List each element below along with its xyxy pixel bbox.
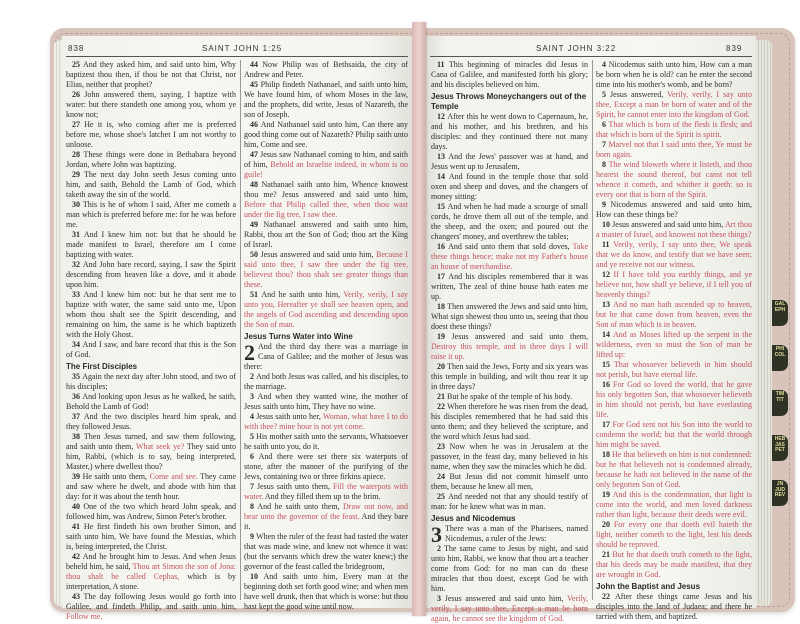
verse-text: And there were set there six waterpots of stone, after the manner of the purifying of the Jews, containing two or three firkins apiece. (244, 452, 408, 481)
verse-text: After these things came Jesus and his disciples into the land of Judaea; and there he tarried with them, and baptized. (596, 592, 753, 621)
verse-number: 16 (602, 380, 614, 389)
verse-text: When therefore he was risen from the dead, his disciples remembered that he had said this unto them; and they believed the scripture, and the word which Jesus had said. (431, 402, 589, 441)
verse (596, 140, 752, 160)
verse (244, 572, 408, 612)
verse-number: 11 (602, 240, 614, 249)
thumb-tab[interactable]: HEB JAS PET (772, 435, 788, 461)
verse-text: And John bare record, saying, I saw the Spirit descending from heaven like a dove, and it abode upon him. (66, 260, 237, 289)
verse-number: 19 (437, 332, 452, 341)
verse (244, 180, 408, 220)
verse-number: 2 (437, 544, 445, 553)
verse (66, 260, 236, 290)
verse-number: 15 (437, 202, 448, 211)
verse (596, 90, 752, 120)
verse-number: 10 (602, 220, 613, 229)
red-letter-text: That whosoever believeth in him should not perish, but have eternal life. (596, 360, 753, 379)
verse-number: 13 (602, 300, 614, 309)
red-letter-text: Take these things hence; make not my Father's house an house of merchandise. (431, 242, 589, 271)
verse-number: 11 (437, 60, 449, 69)
verse (596, 240, 752, 270)
verse-number: 43 (72, 592, 84, 601)
header-rule (430, 56, 752, 57)
verse-text: Jesus saith unto her, (256, 412, 323, 421)
verse-text: Jesus answered and said unto him, (260, 250, 377, 259)
verse-number: 8 (250, 502, 258, 511)
verse-number: 20 (602, 520, 614, 529)
verse-number: 44 (250, 60, 263, 69)
verse-number: 27 (72, 120, 85, 129)
verse-text: Nicodemus saith unto him, How can a man be born when he is old? can he enter the second time into his mother's womb, and be born? (596, 60, 753, 89)
verse-text: And when they wanted wine, the mother of Jesus saith unto him, They have no wine. (244, 392, 408, 411)
verse (596, 380, 752, 420)
red-letter-text: But he that doeth truth cometh to the light, that his deeds may be made manifest, that they are wrought in God. (596, 550, 752, 579)
verse-number: 7 (602, 140, 609, 149)
verse (66, 90, 236, 120)
verse (596, 270, 752, 300)
verse-number: 21 (437, 392, 447, 401)
verse (431, 242, 588, 272)
verse-text: And his disciples remembered that it was written, The zeal of thine house hath eaten me up. (431, 272, 589, 301)
verse (596, 360, 752, 380)
chapter-number: 2 (244, 340, 255, 365)
verse-text: And he saith unto him, (261, 290, 344, 299)
verse-number: 29 (72, 170, 84, 179)
verse (244, 80, 408, 120)
red-letter-text: Verily, verily, I say unto thee, Except a man be born of water and of the Spirit, he cannot enter into the kingdom of God. (596, 90, 752, 119)
verse-number: 22 (437, 402, 448, 411)
verse (596, 220, 752, 240)
verse-number: 47 (250, 150, 261, 159)
red-letter-text: Behold an Israelite indeed, in whom is no guile! (244, 160, 409, 179)
verse-text: Jesus saith unto them, (256, 482, 333, 491)
verse-number: 12 (437, 112, 448, 121)
page-number: 838 (68, 44, 85, 53)
verse (431, 332, 588, 362)
verse-text: And when he had made a scourge of small cords, he drove them all out of the temple, and the sheep, and the oxen; and poured out the changers' money, and overthrew the tables; (431, 202, 589, 241)
verse-number: 9 (250, 532, 257, 541)
verse (66, 392, 236, 412)
verse-text: Then Jesus turned, and saw them following, and saith unto them, (66, 432, 236, 451)
right-page (426, 36, 756, 623)
verse-text: And the third day there was a marriage in Cana of Galilee; and the mother of Jesus was there: (244, 342, 408, 371)
verse-number: 35 (72, 372, 83, 381)
verse-number: 5 (602, 90, 611, 99)
verse-number: 39 (72, 472, 83, 481)
verse (66, 552, 236, 592)
red-letter-text: For every one that doeth evil hateth the light, neither cometh to the light, lest his deeds should be reproved. (596, 520, 753, 549)
verse (244, 342, 408, 372)
red-letter-text: What seek ye? (135, 442, 185, 451)
verse-text: When the ruler of the feast had tasted the water that was made wine, and knew not whence it was: (but the servants which drew the water knew;) the governor of the feast called the bridegroom, (244, 532, 409, 571)
red-letter-text: And this is the condemnation, that light is come into the world, and men loved darkness rather than light, because their deeds were evil. (596, 490, 753, 519)
verse-text: And they asked him, and said unto him, Why baptizest thou then, if thou be not that Christ, nor Elias, neither that prophet? (66, 60, 236, 89)
page-edges-right (756, 40, 772, 606)
verse-number: 36 (72, 392, 83, 401)
verse-text: Now when he was in Jerusalem at the passover, in the feast day, many believed in his name, when they saw the miracles which he did. (431, 442, 588, 471)
verse-number: 31 (72, 230, 84, 239)
verse-number: 23 (437, 442, 450, 451)
verse-number: 28 (72, 150, 84, 159)
verse (596, 520, 752, 550)
red-letter-text: Marvel not that I said unto thee, Ye must be born again. (596, 140, 753, 159)
verse-text: The same came to Jesus by night, and said unto him, Rabbi, we know that thou art a teacher come from God: for no man can do these miracles that thou doest, except God be with him. (431, 544, 588, 593)
verse-number: 5 (250, 432, 257, 441)
verse (431, 272, 588, 302)
verse-number: 38 (72, 432, 84, 441)
verse-number: 10 (250, 572, 264, 581)
verse-number: 17 (437, 272, 449, 281)
verse-text: He first findeth his own brother Simon, and saith unto him, We have found the Messias, which is, being interpreted, the Christ. (66, 522, 236, 551)
verse (431, 202, 588, 242)
thumb-tab[interactable]: GAL EPH (772, 300, 788, 326)
verse-number: 19 (602, 490, 613, 499)
verse-number: 45 (250, 80, 261, 89)
text-column (244, 60, 408, 612)
red-letter-text: That which is born of the flesh is flesh; and that which is born of the Spirit is spirit. (596, 120, 753, 139)
verse (244, 412, 408, 432)
red-letter-text: And no man hath ascended up to heaven, but he that came down from heaven, even the Son of man which is in heaven. (596, 300, 753, 329)
verse-number: 17 (602, 420, 613, 429)
verse-text: And looking upon Jesus as he walked, he saith, Behold the Lamb of God! (66, 392, 237, 411)
verse (431, 172, 588, 202)
verse-text: And found in the temple those that sold oxen and sheep and doves, and the changers of money sitting: (431, 172, 588, 201)
verse (66, 372, 236, 392)
verse (431, 544, 588, 594)
verse (244, 532, 408, 572)
verse-number: 26 (72, 90, 85, 99)
verse-text: Jesus saw Nathanael coming to him, and saith of him, (244, 150, 408, 169)
section-heading: The First Disciples (66, 362, 138, 371)
verse-number: 42 (72, 552, 83, 561)
verse-text: And said unto them that sold doves, (448, 242, 573, 251)
thumb-tab[interactable]: TIM TIT (772, 390, 788, 416)
verse-text: And the two disciples heard him speak, and they followed Jesus. (66, 412, 236, 431)
red-letter-text: Art thou a master of Israel, and knowest not these things? (596, 220, 753, 239)
verse (431, 442, 588, 472)
verse (596, 300, 752, 330)
verse-number: 22 (602, 592, 615, 601)
verse-number: 8 (602, 160, 609, 169)
verse (66, 290, 236, 340)
verse (431, 522, 588, 547)
verse (66, 120, 236, 150)
text-column (596, 60, 752, 622)
verse (431, 302, 588, 332)
verse-number: 46 (250, 120, 261, 129)
text-column (66, 60, 236, 622)
verse-number: 4 (250, 412, 257, 421)
verse-text: But Jesus did not commit himself unto them, because he knew all men, (431, 472, 589, 491)
verse-text: Then answered the Jews and said unto him, What sign shewest thou unto us, seeing that thou doest these things? (431, 302, 589, 331)
verse (66, 60, 236, 90)
verse-text: The next day John seeth Jesus coming unto him, and saith, Behold the Lamb of God, which taketh away the sin of the world. (66, 170, 237, 199)
red-letter-text: Fill the waterpots with water. (244, 482, 409, 501)
verse-number: 25 (437, 492, 449, 501)
verse (596, 450, 752, 490)
red-letter-text: Verily, verily, I say unto thee, We speak that we do know, and testify that we have seen; and ye receive not our witness. (596, 240, 753, 269)
verse-text: One of the two which heard John speak, and followed him, was Andrew, Simon Peter's brother. (66, 502, 236, 521)
red-letter-text: Verily, verily, I say unto you, Hereafter ye shall see heaven open, and the angels of God ascending and descending upon the Son of man. (244, 290, 409, 329)
verse (431, 112, 588, 152)
verse-number: 6 (602, 120, 609, 129)
verse-text: Nathanael saith unto him, Whence knowest thou me? Jesus answered and said unto him, (244, 180, 408, 199)
verse-number: 14 (602, 330, 613, 339)
verse-number: 16 (437, 242, 449, 251)
verse-text: And he saith unto them, (257, 502, 344, 511)
verse (431, 492, 588, 512)
verse-text: Nathanael answered and saith unto him, Rabbi, thou art the Son of God; thou art the King of Israel. (244, 220, 408, 249)
left-page (62, 36, 412, 621)
verse-text: Jesus answered and said unto him, (612, 220, 725, 229)
verse-text: They said unto him, Rabbi, (which is to say, being interpreted, Master,) where dwellest thou? (66, 442, 237, 471)
chapter-number: 3 (431, 522, 442, 547)
verse (66, 230, 236, 260)
section-heading: Jesus and Nicodemus (431, 514, 516, 523)
verse-text: He it is, who coming after me is preferred before me, whose shoe's latchet I am not worthy to unloose. (66, 120, 237, 149)
verse-number: 37 (72, 412, 84, 421)
verse (244, 452, 408, 482)
section-heading: Jesus Turns Water into Wine (244, 332, 353, 341)
ribbon-bookmark[interactable] (412, 22, 426, 616)
verse-number: 20 (437, 362, 448, 371)
verse-number: 51 (250, 290, 262, 299)
verse-number: 50 (250, 250, 261, 259)
verse (244, 120, 408, 150)
verse-text: He saith unto them, (82, 472, 150, 481)
verse-text: Philip findeth Nathanael, and saith unto him, We have found him, of whom Moses in the law, and the prophets, did write, Jesus of Nazareth, the son of Joseph. (244, 80, 409, 119)
verse (596, 420, 752, 450)
running-head: SAINT JOHN 1:25 (202, 44, 283, 53)
thumb-tab[interactable]: JN JUD REV (772, 480, 788, 506)
red-letter-text: For God so loved the world, that he gave his only begotten Son, that whosoever believeth in him should not perish, but have everlasting life. (596, 380, 752, 419)
red-letter-text: Come and see. (149, 472, 198, 481)
red-letter-text: The wind bloweth where it listeth, and thou hearest the sound thereof, but canst not tell whence it cometh, and whither it goeth: so is every one that is born of the Spirit. (596, 160, 752, 199)
verse-text: They came and saw where he dwelt, and abode with him that day: for it was about the tenth hour. (66, 472, 237, 501)
verse-text: Nicodemus answered and said unto him, How can these things be? (596, 200, 752, 219)
verse (244, 250, 408, 290)
verse (244, 372, 408, 392)
verse (244, 482, 408, 502)
verse-text: Jesus answered, (610, 90, 668, 99)
verse-text: The day following Jesus would go forth into Galilee, and findeth Philip, and saith unto him, (66, 592, 237, 611)
verse (244, 432, 408, 452)
verse-number: 32 (72, 260, 83, 269)
verse (431, 362, 588, 392)
verse-number: 25 (72, 60, 84, 69)
column-divider (240, 60, 241, 600)
verse (66, 502, 236, 522)
verse-number: 15 (602, 360, 614, 369)
verse (596, 120, 752, 140)
red-letter-text: And as Moses lifted up the serpent in the wilderness, even so must the Son of man be lifted up: (596, 330, 753, 359)
verse-number: 48 (250, 180, 262, 189)
verse (596, 200, 752, 220)
verse-number: 18 (602, 450, 613, 459)
verse-text: These things were done in Bethabara beyond Jordan, where John was baptizing. (66, 150, 237, 169)
verse-text: Jesus answered and said unto them, (451, 332, 588, 341)
verse-number: 9 (602, 200, 611, 209)
verse (66, 472, 236, 502)
verse (244, 392, 408, 412)
verse-number: 4 (602, 60, 609, 69)
verse-text: Jesus answered and said unto him, (444, 594, 567, 603)
verse-text: And I knew him not: but he that sent me to baptize with water, the same said unto me, Upon whom thou shalt see the Spirit descending, and remaining on him, the same is he which baptizeth with the Holy Ghost. (66, 290, 237, 339)
verse (66, 412, 236, 432)
verse (66, 150, 236, 170)
column-divider (592, 60, 593, 600)
verse-text: This beginning of miracles did Jesus in Cana of Galilee, and manifested forth his glory; and his disciples believed on him. (431, 60, 588, 89)
red-letter-text: For God sent not his Son into the world to condemn the world; but that the world through him might be saved. (596, 420, 753, 449)
section-heading: Jesus Throws Moneychangers out of the Temple (431, 92, 587, 111)
verse-text: And the Jews' passover was at hand, and Jesus went up to Jerusalem, (431, 152, 589, 171)
red-letter-text: Thou art Simon the son of Jona: thou shalt be called Cephas, (66, 562, 237, 581)
page-number: 839 (726, 44, 743, 53)
verse (596, 160, 752, 200)
red-letter-text: Because I said unto thee, I saw thee under the fig tree, believest thou? thou shalt see greater things than these. (244, 250, 408, 289)
verse-number: 18 (437, 302, 448, 311)
verse (431, 392, 588, 402)
thumb-tab[interactable]: PHI COL (772, 345, 788, 371)
verse-number: 30 (72, 200, 83, 209)
verse (596, 330, 752, 360)
verse (431, 472, 588, 492)
verse-text: There was a man of the Pharisees, named Nicodemus, a ruler of the Jews: (445, 524, 588, 543)
verse-text: And both Jesus was called, and his disciples, to the marriage. (244, 372, 409, 391)
verse (244, 502, 408, 532)
verse-number: 34 (72, 340, 83, 349)
verse (66, 340, 236, 360)
verse-number: 6 (250, 452, 259, 461)
verse (244, 60, 408, 80)
verse (66, 592, 236, 622)
verse-text: His mother saith unto the servants, Whatsoever he saith unto you, do it. (244, 432, 409, 451)
verse-number: 13 (437, 152, 449, 161)
red-letter-text: Destroy this temple, and in three days I will raise it up. (431, 342, 588, 361)
verse-text: And Nathanael said unto him, Can there any good thing come out of Nazareth? Philip saith unto him, Come and see. (244, 120, 409, 149)
verse-number: 24 (437, 472, 450, 481)
text-column (431, 60, 588, 624)
verse (244, 150, 408, 180)
verse-text: After this he went down to Capernaum, he, and his mother, and his brethren, and his disciples: and they continued there not many days. (431, 112, 589, 151)
verse (596, 490, 752, 520)
verse-text: And I knew him not: but that he should be made manifest to Israel, therefore am I come baptizing with water. (66, 230, 236, 259)
running-head: SAINT JOHN 3:22 (536, 44, 617, 53)
verse-text: And needed not that any should testify of man: for he knew what was in man. (431, 492, 589, 511)
verse-text: Then said the Jews, Forty and six years was this temple in building, and wilt thou rear it up in three days? (431, 362, 588, 391)
verse (66, 432, 236, 472)
verse-number: 14 (437, 172, 449, 181)
verse (596, 550, 752, 580)
verse-text: Again the next day after John stood, and two of his disciples; (66, 372, 236, 391)
verse (431, 60, 588, 90)
verse-number: 33 (72, 290, 84, 299)
verse (66, 522, 236, 552)
verse-number: 41 (72, 522, 84, 531)
verse-text: And I saw, and bare record that this is the Son of God. (66, 340, 236, 359)
verse (431, 402, 588, 442)
verse (244, 290, 408, 330)
verse-number: 21 (602, 550, 613, 559)
verse-text: And saith unto him, Every man at the beginning doth set forth good wine; and when men have well drunk, then that which is worse: but thou hast kept the good wine until now. (244, 572, 409, 611)
verse-number: 3 (250, 392, 258, 401)
verse-number: 49 (250, 220, 264, 229)
verse-text: And he brought him to Jesus. And when Jesus beheld him, he said, (66, 552, 237, 571)
verse (596, 592, 752, 622)
verse-text: But he spake of the temple of his body. (447, 392, 573, 401)
verse-text: John answered them, saying, I baptize with water: but there standeth one among you, whom ye know not; (66, 90, 237, 119)
verse-number: 7 (250, 482, 257, 491)
verse-number: 12 (602, 270, 614, 279)
verse-text: This is he of whom I said, After me cometh a man which is preferred before me: for he was before me. (66, 200, 237, 229)
section-heading: John the Baptist and Jesus (596, 582, 701, 591)
red-letter-text: Draw out now, and bear unto the governor of the feast. (244, 502, 409, 521)
verse (431, 594, 588, 624)
red-letter-text: Follow me. (66, 612, 103, 621)
verse (66, 170, 236, 200)
verse-text: And they filled them up to the brim. (263, 492, 381, 501)
red-letter-text: Woman, what have I to do with thee? mine hour is not yet come. (244, 412, 408, 431)
verse-text: Now Philip was of Bethsaida, the city of Andrew and Peter. (244, 60, 408, 79)
red-letter-text: If I have told you earthly things, and ye believe not, how shall ye believe, if I tell you of heavenly things? (596, 270, 752, 299)
verse-number: 3 (437, 594, 445, 603)
verse (596, 60, 752, 90)
verse-number: 40 (72, 502, 84, 511)
verse-number: 2 (250, 372, 257, 381)
verse (431, 152, 588, 172)
header-rule (66, 56, 408, 57)
red-letter-text: He that believeth on him is not condemned: but he that believeth not is condemned already, because he hath not believed in the name of the only begotten Son of God. (596, 450, 752, 489)
verse (244, 220, 408, 250)
verse-text: And they bare it. (244, 512, 409, 531)
verse-text: which is by interpretation, A stone. (66, 572, 237, 591)
verse (66, 200, 236, 230)
red-letter-text: Verily, verily, I say unto thee, Except a man be born again, he cannot see the kingdom of God. (431, 594, 588, 623)
red-letter-text: Before that Philip called thee, when thou wast under the fig tree, I saw thee. (244, 200, 408, 219)
